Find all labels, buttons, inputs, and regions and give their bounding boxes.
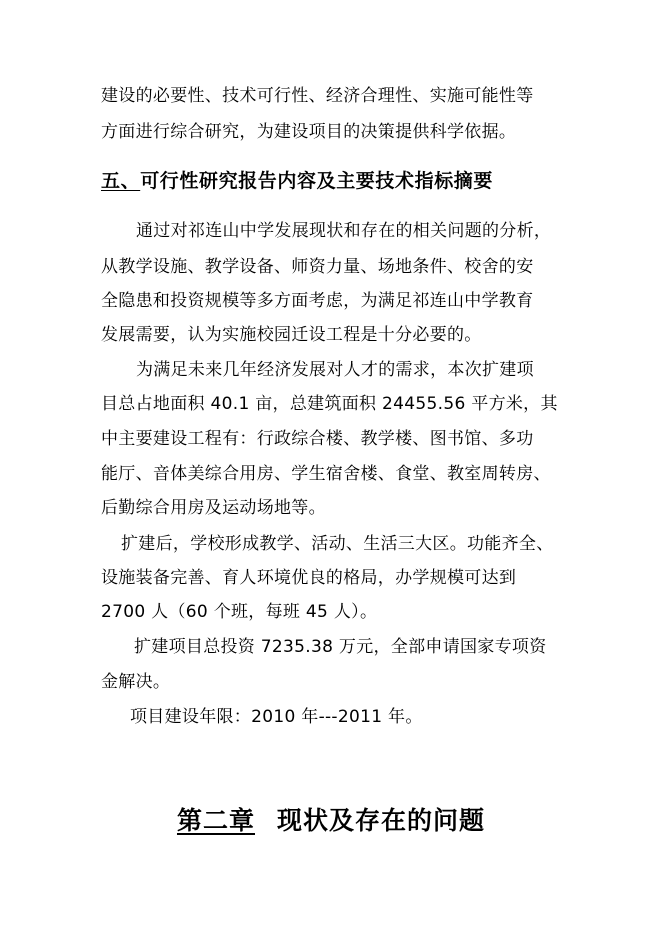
- para3-line-2: 设施装备完善、育人环境优良的格局，办学规模可达到: [101, 568, 517, 588]
- para1-line-1: 通过对祁连山中学发展现状和存在的相关问题的分析，: [136, 221, 552, 241]
- para2-line-3: 中主要建设工程有：行政综合楼、教学楼、图书馆、多功: [101, 429, 534, 449]
- para4-line-1: 扩建项目总投资 7235.38 万元，全部申请国家专项资: [134, 637, 547, 657]
- chapter-2-title: 现状及存在的问题: [277, 806, 486, 835]
- para3-line-1: 扩建后，学校形成教学、活动、生活三大区。功能齐全、: [121, 534, 554, 554]
- para4-line-2: 金解决。: [101, 672, 171, 692]
- para2-line-2: 目总占地面积 40.1 亩，总建筑面积 24455.56 平方米，其: [101, 394, 558, 414]
- para2-line-4: 能厅、音体美综合用房、学生宿舍楼、食堂、教室周转房、: [101, 464, 551, 484]
- chapter-2-heading: [0, 806, 662, 836]
- para1-line-3: 全隐患和投资规模等多方面考虑，为满足祁连山中学教育: [101, 291, 534, 311]
- para2-line-5: 后勤综合用房及运动场地等。: [101, 498, 326, 518]
- para5-line-1: 项目建设年限：2010 年---2011 年。: [130, 707, 423, 727]
- section-5-title: 可行性研究报告内容及主要技术指标摘要: [140, 170, 494, 192]
- section-5-heading: [101, 169, 493, 193]
- para2-line-1: 为满足未来几年经济发展对人才的需求，本次扩建项: [136, 360, 534, 380]
- intro-line-1: 建设的必要性、技术可行性、经济合理性、实施可能性等: [101, 86, 534, 106]
- chapter-2-number: 第二章: [176, 806, 255, 835]
- para1-line-2: 从教学设施、教学设备、师资力量、场地条件、校舍的安: [101, 257, 534, 277]
- para3-line-3: 2700 人（60 个班，每班 45 人）。: [101, 602, 378, 622]
- intro-line-2: 方面进行综合研究，为建设项目的决策提供科学依据。: [101, 122, 517, 142]
- section-5-number: 五、: [101, 170, 141, 192]
- para1-line-4: 发展需要，认为实施校园迁设工程是十分必要的。: [101, 325, 482, 345]
